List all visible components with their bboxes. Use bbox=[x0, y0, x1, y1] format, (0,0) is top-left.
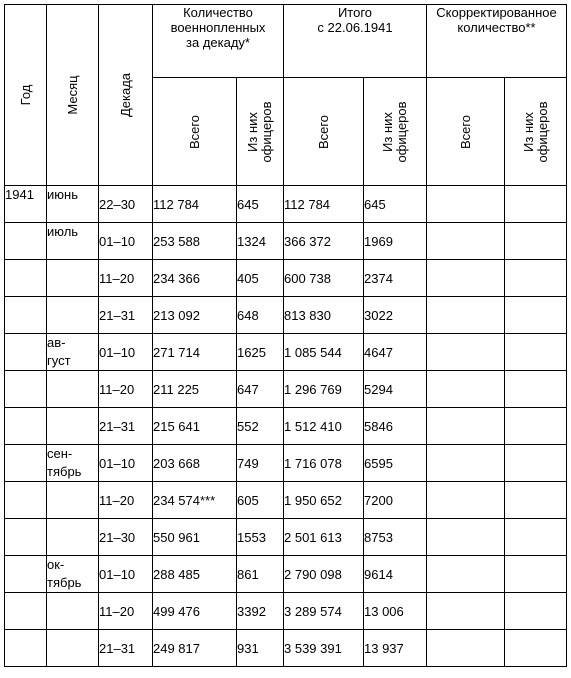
cum-total-cell: 1 085 544 bbox=[284, 334, 364, 371]
cum-total-cell: 2 790 098 bbox=[284, 556, 364, 593]
month-label-line: тябрь bbox=[47, 575, 82, 590]
subheader-corrected-officers bbox=[505, 78, 567, 186]
subheader-decade-officers bbox=[237, 78, 284, 186]
cum-total-cell: 3 289 574 bbox=[284, 593, 364, 630]
year-cell bbox=[5, 408, 47, 445]
year-cell bbox=[5, 297, 47, 334]
cum-officers-cell: 5294 bbox=[364, 371, 427, 408]
officers-cell: 405 bbox=[237, 260, 284, 297]
corr-officers-cell bbox=[505, 630, 567, 667]
subheader-officers-line-1: Из них bbox=[380, 111, 395, 152]
cum-officers-cell: 13 006 bbox=[364, 593, 427, 630]
table-row bbox=[5, 482, 567, 519]
corr-total-cell bbox=[427, 445, 505, 482]
table-row bbox=[5, 556, 567, 593]
cum-total-cell: 3 539 391 bbox=[284, 630, 364, 667]
month-cell bbox=[47, 556, 99, 593]
cum-officers-cell: 5846 bbox=[364, 408, 427, 445]
corr-total-cell bbox=[427, 630, 505, 667]
pow-table bbox=[4, 4, 567, 667]
table-wrapper bbox=[4, 4, 567, 667]
header-row-top bbox=[5, 5, 567, 78]
decade-cell: 01–10 bbox=[99, 445, 153, 482]
officers-cell: 1625 bbox=[237, 334, 284, 371]
subheader-cumulative-officers-label bbox=[381, 101, 409, 162]
month-label-line: ок- bbox=[47, 557, 65, 572]
decade-cell: 11–20 bbox=[99, 260, 153, 297]
subheader-officers-line-1: Из них bbox=[245, 111, 260, 152]
month-label-line: сен- bbox=[47, 446, 73, 461]
subheader-officers-line-2: офицеров bbox=[259, 100, 274, 163]
month-label-line: июль bbox=[47, 224, 79, 239]
corr-officers-cell bbox=[505, 297, 567, 334]
cum-total-cell: 1 296 769 bbox=[284, 371, 364, 408]
count-cell: 213 092 bbox=[153, 297, 237, 334]
officers-cell: 861 bbox=[237, 556, 284, 593]
table-row bbox=[5, 408, 567, 445]
header-decade-count-line-1: Количество bbox=[183, 5, 253, 20]
month-cell bbox=[47, 408, 99, 445]
cum-officers-cell: 6595 bbox=[364, 445, 427, 482]
month-label-line: июнь bbox=[47, 187, 78, 202]
corr-officers-cell bbox=[505, 334, 567, 371]
corr-total-cell bbox=[427, 593, 505, 630]
header-year bbox=[5, 5, 47, 186]
corr-officers-cell bbox=[505, 371, 567, 408]
count-cell: 234 366 bbox=[153, 260, 237, 297]
year-cell bbox=[5, 223, 47, 260]
officers-cell: 931 bbox=[237, 630, 284, 667]
corr-officers-cell bbox=[505, 260, 567, 297]
officers-cell: 1553 bbox=[237, 519, 284, 556]
table-row bbox=[5, 186, 567, 223]
corr-officers-cell bbox=[505, 445, 567, 482]
header-corrected-count-line-1: Скорректированное bbox=[436, 5, 557, 20]
corr-total-cell bbox=[427, 334, 505, 371]
decade-cell: 11–20 bbox=[99, 482, 153, 519]
count-cell: 271 714 bbox=[153, 334, 237, 371]
header-cumulative-total-line-2: с 22.06.1941 bbox=[317, 20, 393, 35]
subheader-corrected-officers-label bbox=[522, 101, 550, 162]
corr-total-cell bbox=[427, 408, 505, 445]
cum-officers-cell: 2374 bbox=[364, 260, 427, 297]
subheader-decade-total-label: Всего bbox=[186, 114, 202, 149]
count-cell: 112 784 bbox=[153, 186, 237, 223]
cum-officers-cell: 8753 bbox=[364, 519, 427, 556]
year-cell bbox=[5, 482, 47, 519]
count-cell: 253 588 bbox=[153, 223, 237, 260]
year-cell: 1941 bbox=[5, 186, 47, 223]
cum-total-cell: 1 512 410 bbox=[284, 408, 364, 445]
header-decade-count-line-3: за декаду* bbox=[186, 35, 250, 50]
month-cell bbox=[47, 445, 99, 482]
officers-cell: 645 bbox=[237, 186, 284, 223]
month-cell bbox=[47, 630, 99, 667]
decade-cell: 01–10 bbox=[99, 334, 153, 371]
decade-cell: 11–20 bbox=[99, 593, 153, 630]
month-label-line: густ bbox=[47, 353, 71, 368]
month-cell bbox=[47, 186, 99, 223]
header-decade-count bbox=[153, 5, 284, 78]
cum-total-cell: 1 950 652 bbox=[284, 482, 364, 519]
subheader-decade-officers-label bbox=[246, 101, 274, 162]
table-row bbox=[5, 445, 567, 482]
subheader-officers-line-1: Из них bbox=[520, 111, 536, 152]
decade-cell: 11–20 bbox=[99, 371, 153, 408]
corr-total-cell bbox=[427, 519, 505, 556]
month-cell bbox=[47, 593, 99, 630]
month-cell bbox=[47, 371, 99, 408]
subheader-cumulative-total-label: Всего bbox=[315, 114, 331, 149]
officers-cell: 605 bbox=[237, 482, 284, 519]
decade-cell: 01–10 bbox=[99, 223, 153, 260]
corr-officers-cell bbox=[505, 223, 567, 260]
cum-total-cell: 112 784 bbox=[284, 186, 364, 223]
month-cell bbox=[47, 519, 99, 556]
table-row bbox=[5, 334, 567, 371]
header-month bbox=[47, 5, 99, 186]
corr-total-cell bbox=[427, 556, 505, 593]
year-cell bbox=[5, 556, 47, 593]
corr-total-cell bbox=[427, 297, 505, 334]
corr-officers-cell bbox=[505, 482, 567, 519]
header-decade-count-line-2: военнопленных bbox=[170, 20, 266, 35]
officers-cell: 749 bbox=[237, 445, 284, 482]
count-cell: 234 574*** bbox=[153, 482, 237, 519]
table-row bbox=[5, 371, 567, 408]
month-label-line: ав- bbox=[47, 335, 66, 350]
header-month-label: Месяц bbox=[64, 75, 80, 115]
table-row bbox=[5, 223, 567, 260]
subheader-cumulative-officers bbox=[364, 78, 427, 186]
year-cell bbox=[5, 630, 47, 667]
cum-officers-cell: 1969 bbox=[364, 223, 427, 260]
table-body bbox=[5, 186, 567, 667]
decade-cell: 21–31 bbox=[99, 297, 153, 334]
cum-total-cell: 1 716 078 bbox=[284, 445, 364, 482]
table-row bbox=[5, 260, 567, 297]
decade-cell: 21–30 bbox=[99, 519, 153, 556]
count-cell: 211 225 bbox=[153, 371, 237, 408]
table-row bbox=[5, 519, 567, 556]
header-decade-label: Декада bbox=[117, 72, 133, 118]
table-row bbox=[5, 593, 567, 630]
officers-cell: 1324 bbox=[237, 223, 284, 260]
corr-total-cell bbox=[427, 186, 505, 223]
year-cell bbox=[5, 445, 47, 482]
month-cell bbox=[47, 334, 99, 371]
header-cumulative-total-line-1: Итого bbox=[337, 5, 373, 20]
cum-total-cell: 813 830 bbox=[284, 297, 364, 334]
corr-total-cell bbox=[427, 223, 505, 260]
decade-cell: 22–30 bbox=[99, 186, 153, 223]
decade-cell: 21–31 bbox=[99, 630, 153, 667]
year-cell bbox=[5, 334, 47, 371]
year-cell bbox=[5, 593, 47, 630]
subheader-officers-line-2: офицеров bbox=[394, 100, 409, 163]
decade-cell: 21–31 bbox=[99, 408, 153, 445]
year-cell bbox=[5, 371, 47, 408]
corr-total-cell bbox=[427, 371, 505, 408]
header-corrected-count-line-2: количество** bbox=[457, 20, 536, 35]
year-cell bbox=[5, 260, 47, 297]
count-cell: 249 817 bbox=[153, 630, 237, 667]
count-cell: 550 961 bbox=[153, 519, 237, 556]
cum-officers-cell: 7200 bbox=[364, 482, 427, 519]
header-cumulative-total bbox=[284, 5, 427, 78]
corr-total-cell bbox=[427, 260, 505, 297]
header-decade bbox=[99, 5, 153, 186]
month-cell bbox=[47, 482, 99, 519]
month-cell bbox=[47, 223, 99, 260]
cum-officers-cell: 9614 bbox=[364, 556, 427, 593]
cum-total-cell: 366 372 bbox=[284, 223, 364, 260]
month-cell bbox=[47, 297, 99, 334]
table-row bbox=[5, 297, 567, 334]
count-cell: 203 668 bbox=[153, 445, 237, 482]
table-row bbox=[5, 630, 567, 667]
subheader-decade-total bbox=[153, 78, 237, 186]
subheader-cumulative-total bbox=[284, 78, 364, 186]
count-cell: 499 476 bbox=[153, 593, 237, 630]
month-cell bbox=[47, 260, 99, 297]
cum-officers-cell: 4647 bbox=[364, 334, 427, 371]
cum-total-cell: 2 501 613 bbox=[284, 519, 364, 556]
corr-officers-cell bbox=[505, 593, 567, 630]
cum-total-cell: 600 738 bbox=[284, 260, 364, 297]
corr-officers-cell bbox=[505, 408, 567, 445]
cum-officers-cell: 13 937 bbox=[364, 630, 427, 667]
officers-cell: 648 bbox=[237, 297, 284, 334]
subheader-officers-line-2: офицеров bbox=[534, 100, 550, 163]
count-cell: 215 641 bbox=[153, 408, 237, 445]
header-corrected-count bbox=[427, 5, 567, 78]
corr-total-cell bbox=[427, 482, 505, 519]
officers-cell: 552 bbox=[237, 408, 284, 445]
cum-officers-cell: 645 bbox=[364, 186, 427, 223]
corr-officers-cell bbox=[505, 186, 567, 223]
header-year-label: Год bbox=[17, 84, 33, 106]
officers-cell: 647 bbox=[237, 371, 284, 408]
corr-officers-cell bbox=[505, 519, 567, 556]
subheader-corrected-total-label: Всего bbox=[457, 114, 473, 149]
officers-cell: 3392 bbox=[237, 593, 284, 630]
year-cell bbox=[5, 519, 47, 556]
count-cell: 288 485 bbox=[153, 556, 237, 593]
cum-officers-cell: 3022 bbox=[364, 297, 427, 334]
decade-cell: 01–10 bbox=[99, 556, 153, 593]
month-label-line: тябрь bbox=[47, 464, 82, 479]
subheader-corrected-total bbox=[427, 78, 505, 186]
corr-officers-cell bbox=[505, 556, 567, 593]
